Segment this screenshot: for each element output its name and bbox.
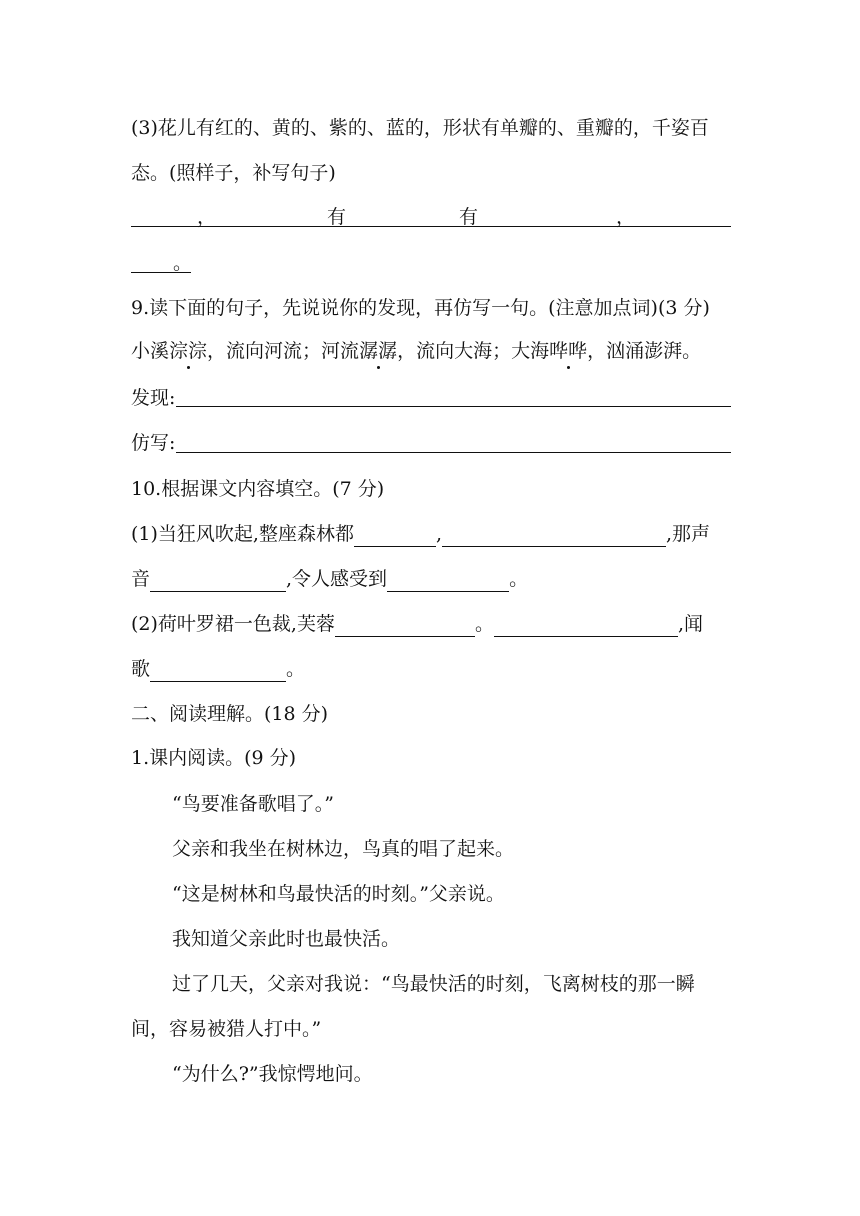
q10-1-text-b: ,那声 — [666, 523, 711, 545]
q10-1-blank-1[interactable] — [354, 524, 436, 547]
q10-1-blank-3[interactable] — [150, 569, 286, 592]
q8-3-you-2: 有 — [459, 206, 479, 228]
q8-3-comma-2: ， — [616, 206, 636, 228]
q9-sentence-part: ，流向大海；大海 — [397, 340, 550, 362]
dotted-word-congcong: 淙淙 — [169, 340, 208, 362]
q10-1-text: (1)当狂风吹起,整座森林都 — [131, 523, 354, 545]
q9-find-answer-line[interactable] — [176, 406, 731, 407]
passage-paragraph: “为什么?”我惊愕地问。 — [172, 1063, 373, 1085]
passage-paragraph: 我知道父亲此时也最快活。 — [172, 928, 401, 950]
q9-imitate-answer-line[interactable] — [176, 452, 731, 453]
dotted-word-huahua: 哗哗 — [549, 340, 588, 362]
q8-3-period: 。 — [173, 252, 193, 274]
q9-title: 9.读下面的句子，先说说你的发现，再仿写一句。(注意加点词)(3 分) — [131, 297, 710, 319]
q10-1-line2 — [131, 566, 731, 592]
q10-2-text-b: 。 — [474, 613, 494, 635]
q10-title: 10.根据课文内容填空。(7 分) — [131, 478, 385, 500]
q10-1-text-c: 音 — [131, 568, 151, 590]
q10-2-blank-2[interactable] — [494, 614, 678, 637]
q9-sentence-part: ，流向河流；河流 — [207, 340, 360, 362]
q8-3-comma-1: ， — [197, 206, 217, 228]
q9-sentence-part: ，汹涌澎湃。 — [587, 340, 702, 362]
q10-2-text: (2)荷叶罗裙一色裁,芙蓉 — [131, 613, 335, 635]
q10-2-text-d: 歌 — [131, 658, 151, 680]
passage-paragraph: 父亲和我坐在树林边，鸟真的唱了起来。 — [172, 838, 515, 860]
q9-find-label: 发现: — [131, 387, 176, 409]
q10-1-line1 — [131, 521, 731, 547]
q10-1-blank-2[interactable] — [442, 524, 666, 547]
q8-3-text-line1: (3)花儿有红的、黄的、紫的、蓝的，形状有单瓣的、重瓣的，千姿百 — [131, 117, 709, 139]
q10-2-text-c: ,闻 — [677, 613, 704, 635]
q10-1-period: 。 — [509, 568, 529, 590]
section-2-sub1: 1.课内阅读。(9 分) — [131, 747, 297, 769]
q8-3-answer-rule[interactable] — [131, 226, 731, 227]
passage-paragraph: “鸟要准备歌唱了。” — [172, 793, 334, 815]
q10-1-blank-4[interactable] — [387, 569, 509, 592]
passage-paragraph-cont: 间，容易被猎人打中。” — [131, 1018, 322, 1040]
q9-sentence-part: 小溪 — [131, 340, 170, 362]
q9-sentence — [131, 338, 731, 364]
q8-3-you-1: 有 — [327, 206, 347, 228]
q10-1-text-d: ,令人感受到 — [286, 568, 388, 590]
dotted-word-chanchan: 潺潺 — [359, 340, 398, 362]
passage-paragraph: 过了几天，父亲对我说：“鸟最快活的时刻，飞离树枝的那一瞬 — [172, 973, 695, 995]
q10-2-line1 — [131, 611, 731, 637]
q9-imitate-label: 仿写: — [131, 432, 176, 454]
q8-3-text-line2: 态。(照样子，补写句子) — [131, 162, 336, 184]
passage-paragraph: “这是树林和鸟最快活的时刻。”父亲说。 — [172, 883, 505, 905]
q10-1-comma: , — [435, 523, 443, 545]
q10-2-period: 。 — [286, 658, 306, 680]
q10-2-blank-1[interactable] — [335, 614, 475, 637]
q10-2-line2 — [131, 656, 731, 682]
q10-2-blank-3[interactable] — [150, 659, 286, 682]
section-2-title: 二、阅读理解。(18 分) — [131, 703, 329, 725]
